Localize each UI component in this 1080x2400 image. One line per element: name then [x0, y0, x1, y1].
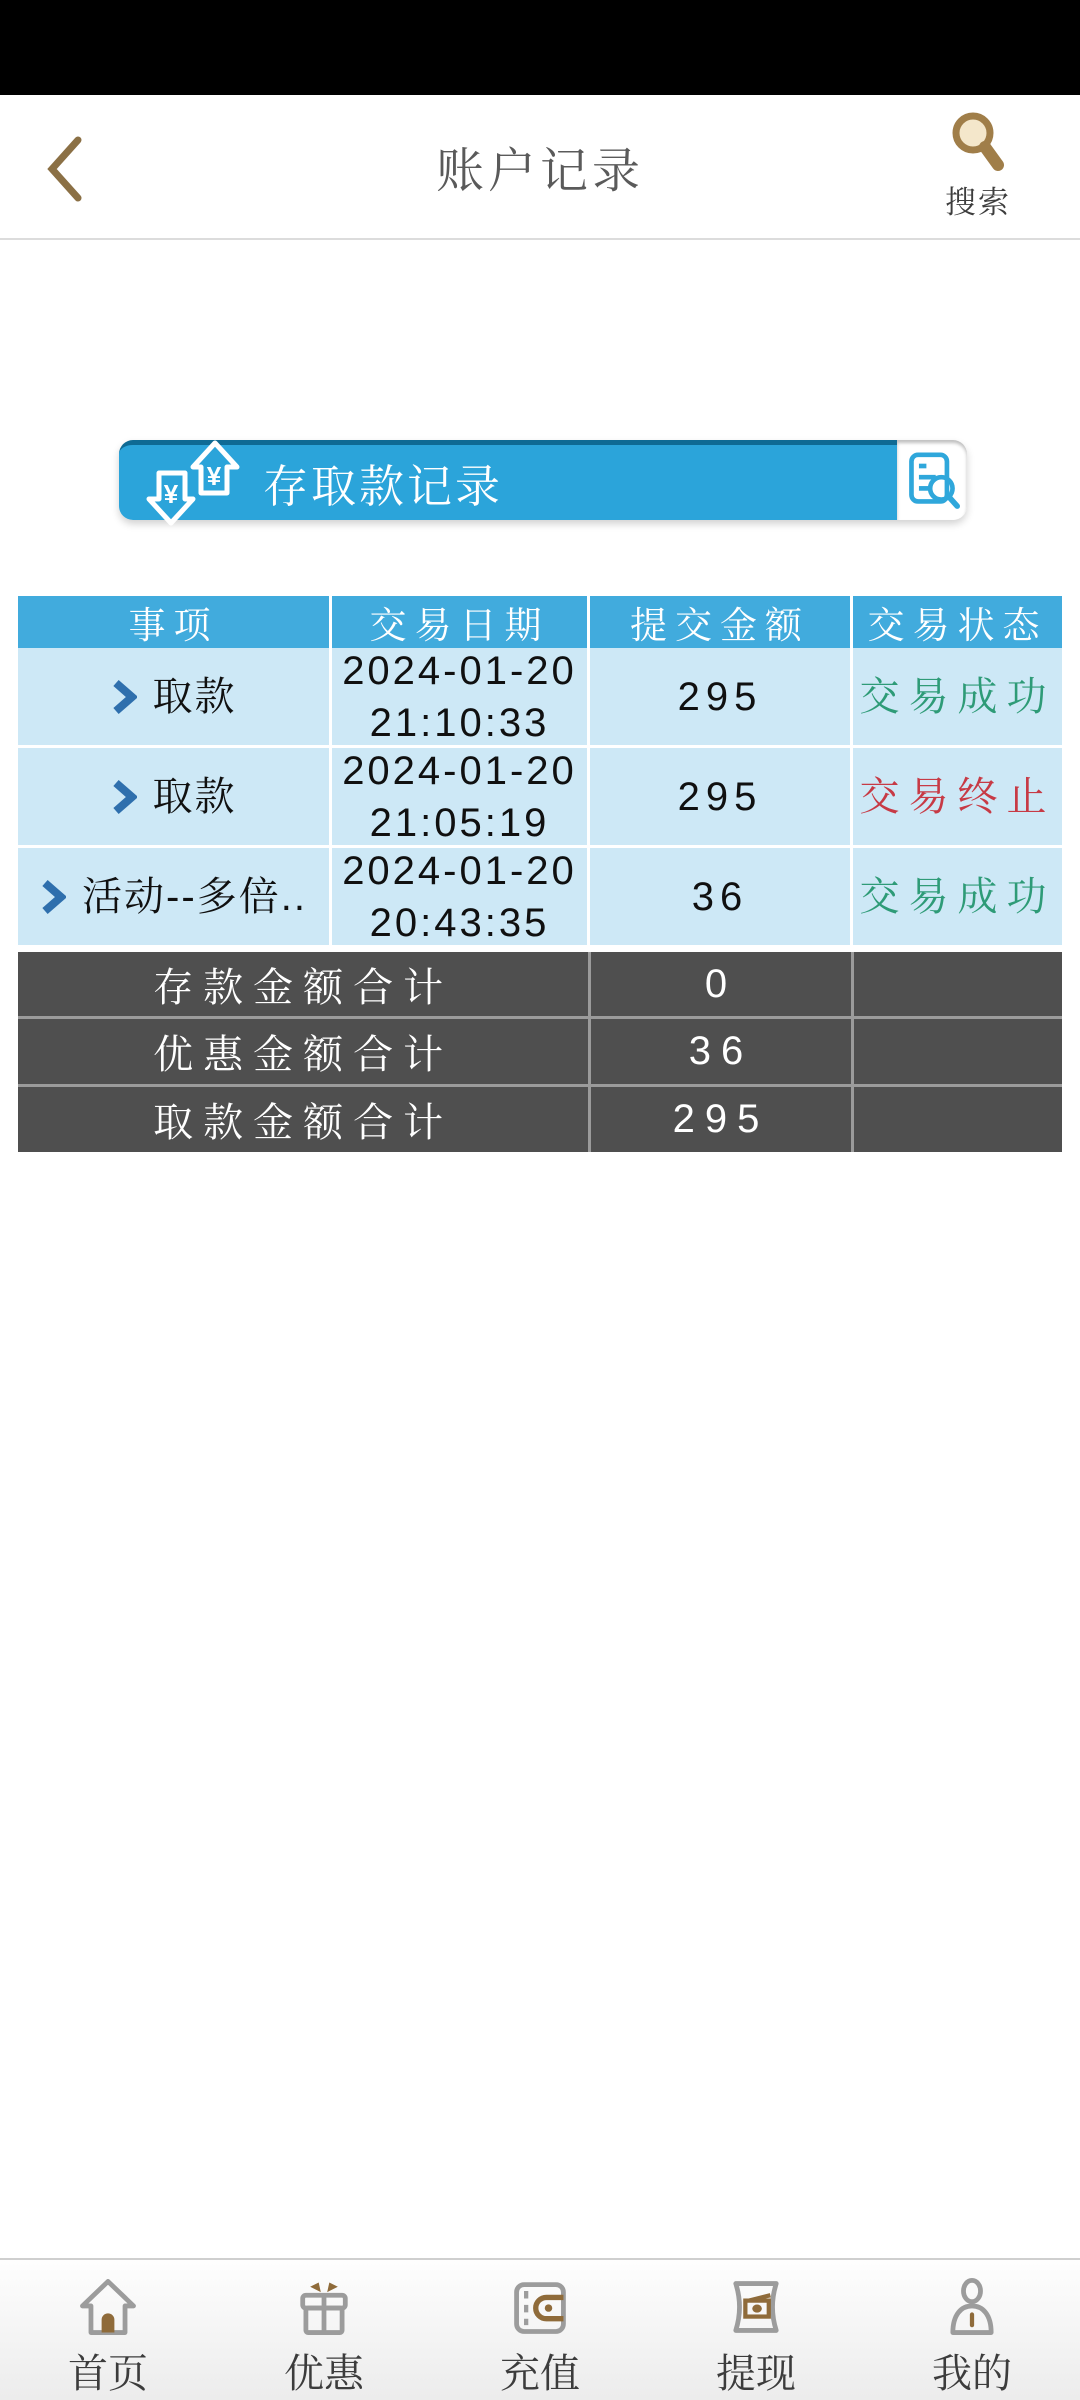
summary-value: 0	[591, 952, 853, 1016]
item-cell	[18, 748, 332, 845]
bottom-nav	[0, 2258, 1080, 2400]
time-value: 21:05:19	[369, 800, 550, 845]
date-cell	[332, 848, 590, 945]
amount-cell	[590, 848, 853, 945]
banner-title: 存取款记录	[263, 461, 504, 512]
item-label: 取款	[152, 674, 237, 719]
item-cell	[18, 848, 332, 945]
nav-item-recharge[interactable]	[432, 2260, 648, 2400]
amount-value: 295	[677, 674, 763, 719]
summary-value: 36	[591, 1019, 853, 1084]
nav-item-promotions[interactable]	[216, 2260, 432, 2400]
item-cell	[18, 648, 332, 745]
table-header-row	[18, 596, 1062, 648]
row-expand-icon[interactable]	[111, 679, 137, 715]
nav-label: 首页	[68, 2352, 148, 2396]
header-status: 交易状态	[867, 605, 1048, 646]
nav-label: 充值	[500, 2352, 580, 2396]
header-amount: 提交金额	[590, 596, 853, 648]
status-value: 交易成功	[859, 874, 1056, 919]
row-expand-icon[interactable]	[111, 779, 137, 815]
status-bar	[0, 0, 1080, 95]
home-icon	[75, 2274, 141, 2340]
nav-label: 我的	[932, 2352, 1012, 2396]
deposit-withdraw-icon	[137, 437, 249, 529]
back-button[interactable]	[30, 129, 100, 209]
date-cell	[332, 748, 590, 845]
table-row[interactable]	[18, 748, 1062, 848]
record-search-button[interactable]	[897, 440, 967, 520]
summary-empty-cell	[854, 952, 1062, 1016]
time-value: 21:10:33	[369, 700, 550, 745]
wallet-icon	[507, 2274, 573, 2340]
nav-label: 提现	[716, 2352, 796, 2396]
time-value: 20:43:35	[369, 900, 550, 945]
profile-icon	[939, 2274, 1005, 2340]
table-row[interactable]	[18, 648, 1062, 748]
item-label: 活动--多倍..	[82, 874, 307, 919]
summary-row	[18, 1084, 1062, 1152]
page-title: 账户记录	[435, 145, 644, 198]
table-row[interactable]	[18, 848, 1062, 948]
nav-item-withdraw[interactable]	[648, 2260, 864, 2400]
status-cell	[853, 748, 1062, 845]
summary-value: 295	[591, 1087, 853, 1152]
header-item: 事项	[18, 596, 332, 648]
date-value: 2024-01-20	[342, 748, 577, 793]
withdraw-icon	[723, 2274, 789, 2340]
item-label: 取款	[152, 774, 237, 819]
search-icon	[946, 109, 1010, 175]
header	[0, 95, 1080, 240]
chevron-left-icon	[42, 134, 88, 204]
status-cell	[853, 648, 1062, 745]
summary-empty-cell	[854, 1087, 1062, 1152]
amount-value: 36	[691, 874, 749, 919]
date-cell	[332, 648, 590, 745]
summary-label: 存款金额合计	[18, 952, 591, 1016]
nav-item-profile[interactable]	[864, 2260, 1080, 2400]
svg-text:¥: ¥	[206, 460, 222, 491]
date-value: 2024-01-20	[342, 648, 577, 693]
date-value: 2024-01-20	[342, 848, 577, 893]
document-search-icon	[904, 450, 960, 510]
summary-row	[18, 1016, 1062, 1084]
header-date: 交易日期	[332, 596, 590, 648]
amount-value: 295	[677, 774, 763, 819]
row-expand-icon[interactable]	[40, 879, 66, 915]
deposit-withdraw-banner[interactable]	[119, 440, 967, 520]
search-label: 搜索	[945, 185, 1011, 220]
status-value: 交易成功	[859, 674, 1056, 719]
status-value: 交易终止	[859, 774, 1056, 819]
status-cell	[853, 848, 1062, 945]
nav-item-home[interactable]	[0, 2260, 216, 2400]
summary-row	[18, 948, 1062, 1016]
gift-icon	[291, 2274, 357, 2340]
svg-text:¥: ¥	[163, 478, 179, 509]
summary-empty-cell	[854, 1019, 1062, 1084]
search-button[interactable]	[918, 109, 1038, 229]
banner-blue-area	[119, 440, 897, 520]
summary-label: 取款金额合计	[18, 1087, 591, 1152]
nav-label: 优惠	[284, 2352, 364, 2396]
amount-cell	[590, 748, 853, 845]
summary-label: 优惠金额合计	[18, 1019, 591, 1084]
amount-cell	[590, 648, 853, 745]
records-table	[18, 596, 1062, 1152]
